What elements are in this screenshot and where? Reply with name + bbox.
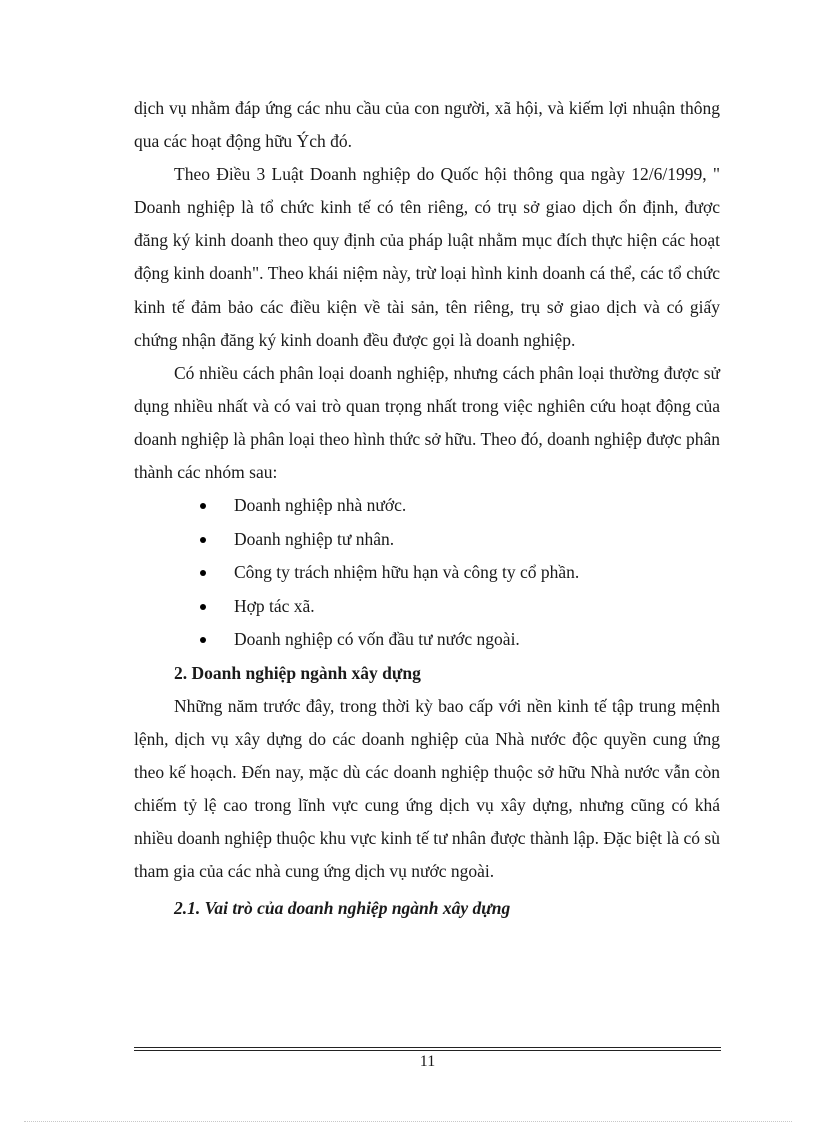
section-heading: 2. Doanh nghiệp ngành xây dựng (174, 662, 421, 683)
footer-rule-bottom (134, 1050, 721, 1051)
paragraph-continuation: dịch vụ nhằm đáp ứng các nhu cầu của con người, xã hội, và kiếm lợi nhuận thông qua các hoạt động hữu Ých đó. (134, 98, 720, 152)
list-item (134, 523, 720, 557)
page-body (134, 92, 720, 925)
footer-rule-top (134, 1047, 721, 1048)
paragraph-enterprise-definition: Theo Điều 3 Luật Doanh nghiệp do Quốc hội thông qua ngày 12/6/1999, " Doanh nghiệp là tổ chức kinh tế có tên riêng, có trụ sở giao dịch ổn định, được đăng ký kinh doanh theo quy định của pháp luật nhằm mục đích thực hiện các hoạt động kinh doanh". Theo khái niệm này, trừ loại hình kinh doanh cá thể, các tổ chức kinh tế đảm bảo các điều kiện về tài sản, tên riêng, trụ sở giao dịch và có giấy chứng nhận đăng ký kinh doanh đều được gọi là doanh nghiệp. (134, 164, 720, 350)
list-item-text: Doanh nghiệp có vốn đầu tư nước ngoài. (234, 629, 520, 650)
enterprise-type-list (134, 489, 720, 657)
list-item-text: Công ty trách nhiệm hữu hạn và công ty cổ phần. (234, 562, 580, 583)
bullet-icon (200, 503, 206, 509)
list-item (134, 556, 720, 590)
paragraph-construction-history: Những năm trước đây, trong thời kỳ bao cấp với nền kinh tế tập trung mệnh lệnh, dịch vụ xây dựng do các doanh nghiệp của Nhà nước độc quyền cung ứng theo kế hoạch. Đến nay, mặc dù các doanh nghiệp thuộc sở hữu Nhà nước vẫn còn chiếm tỷ lệ cao trong lĩnh vực cung ứng dịch vụ xây dựng, nhưng cũng có khá nhiều doanh nghiệp thuộc khu vực kinh tế tư nhân được thành lập. Đặc biệt là có sù tham gia của các nhà cung ứng dịch vụ nước ngoài. (134, 695, 720, 882)
bullet-icon (200, 570, 206, 576)
bullet-icon (200, 604, 206, 610)
list-item (134, 623, 720, 657)
list-item (134, 590, 720, 624)
list-item-text: Hợp tác xã. (234, 595, 315, 616)
page-bottom-border (24, 1121, 792, 1122)
list-item (134, 489, 720, 523)
bullet-icon (200, 537, 206, 543)
list-item-text: Doanh nghiệp tư nhân. (234, 528, 395, 549)
bullet-icon (200, 637, 206, 643)
page-number: 11 (419, 1053, 436, 1070)
paragraph-classification: Có nhiều cách phân loại doanh nghiệp, nhưng cách phân loại thường được sử dụng nhiều nhất và có vai trò quan trọng nhất trong việc nghiên cứu hoạt động của doanh nghiệp là phân loại theo hình thức sở hữu. Theo đó, doanh nghiệp được phân thành các nhóm sau: (134, 362, 720, 483)
list-item-text: Doanh nghiệp nhà nước. (234, 495, 407, 516)
subsection-heading: 2.1. Vai trò của doanh nghiệp ngành xây dựng (174, 898, 511, 919)
